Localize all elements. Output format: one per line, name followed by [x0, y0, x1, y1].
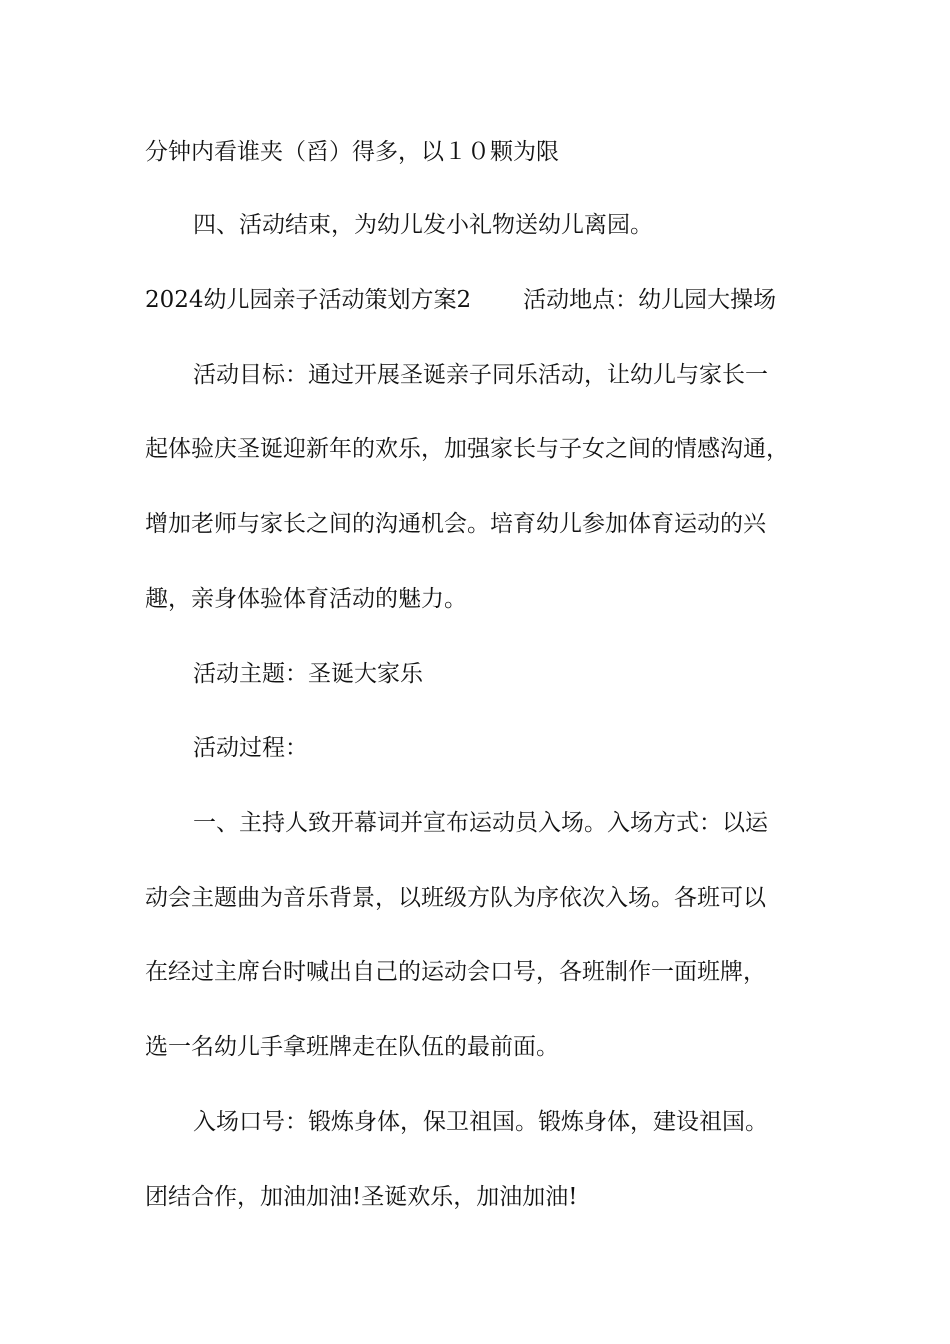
text-line: 在经过主席台时喊出自己的运动会口号，各班制作一面班牌，	[145, 959, 766, 985]
plan-title: 2024幼儿园亲子活动策划方案2	[145, 287, 472, 313]
text-line: 活动主题：圣诞大家乐	[193, 661, 423, 687]
text-line: 活动过程：	[193, 735, 308, 761]
activity-location: 活动地点：幼儿园大操场	[523, 287, 777, 313]
text-line: 增加老师与家长之间的沟通机会。培育幼儿参加体育运动的兴	[145, 511, 766, 537]
text-line: 起体验庆圣诞迎新年的欢乐，加强家长与子女之间的情感沟通，	[145, 436, 789, 462]
text-line: 动会主题曲为音乐背景，以班级方队为序依次入场。各班可以	[145, 885, 766, 911]
text-line: 四、活动结束，为幼儿发小礼物送幼儿离园。	[193, 212, 653, 238]
text-line: 入场口号：锻炼身体，保卫祖国。锻炼身体，建设祖国。	[193, 1109, 768, 1135]
text-line: 团结合作，加油加油!圣诞欢乐，加油加油!	[145, 1184, 578, 1210]
text-line: 一、主持人致开幕词并宣布运动员入场。入场方式：以运	[193, 810, 768, 836]
section-heading-line	[145, 285, 776, 315]
text-line: 选一名幼儿手拿班牌走在队伍的最前面。	[145, 1034, 559, 1060]
text-line: 分钟内看谁夹（舀）得多，以１０颗为限	[145, 139, 559, 165]
text-line: 活动目标：通过开展圣诞亲子同乐活动，让幼儿与家长一	[193, 362, 768, 388]
text-line: 趣，亲身体验体育活动的魅力。	[145, 586, 467, 612]
